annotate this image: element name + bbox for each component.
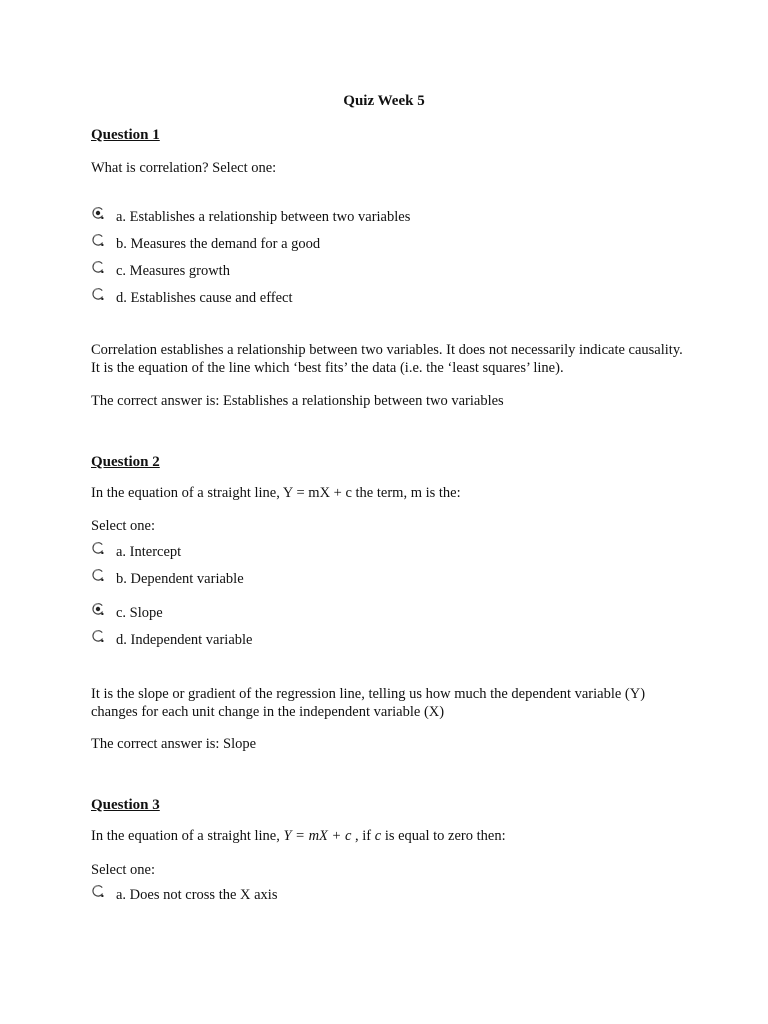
radio-unselected-icon[interactable]: [91, 287, 105, 301]
radio-selected-icon[interactable]: [91, 602, 105, 616]
prompt-text: , if: [351, 828, 375, 844]
prompt-text: is equal to zero then:: [381, 828, 506, 844]
option-label: c. Slope: [116, 605, 163, 621]
question-1-option-d[interactable]: [91, 285, 293, 307]
option-label: a. Establishes a relationship between two variables: [116, 209, 411, 225]
option-label: b. Measures the demand for a good: [116, 236, 321, 252]
question-2-select-one: Select one:: [91, 518, 156, 534]
option-label: a. Does not cross the X axis: [116, 887, 278, 903]
prompt-text: In the equation of a straight line,: [91, 828, 284, 844]
variable: c: [374, 828, 382, 844]
quiz-title: Quiz Week 5: [343, 93, 425, 109]
radio-unselected-icon[interactable]: [91, 568, 105, 582]
radio-selected-icon[interactable]: [91, 206, 105, 220]
question-3-prompt: [91, 828, 506, 845]
radio-unselected-icon[interactable]: [91, 541, 105, 555]
equation: Y = mX + c: [283, 828, 352, 844]
radio-unselected-icon[interactable]: [91, 629, 105, 643]
question-2-option-d[interactable]: [91, 627, 252, 649]
question-1-feedback: Correlation establishes a relationship between two variables. It does not necessarily indicate causality. It is the equation of the line which ‘best fits’ the data (i.e. the ‘least squares’ line).: [91, 342, 683, 376]
question-3-heading: Question 3: [91, 797, 160, 813]
option-label: d. Establishes cause and effect: [116, 290, 293, 306]
question-2-heading: Question 2: [91, 454, 160, 470]
question-2-prompt: In the equation of a straight line, Y = mX + c the term, m is the:: [91, 485, 461, 501]
option-label: d. Independent variable: [116, 632, 253, 648]
question-1-prompt: What is correlation? Select one:: [91, 160, 277, 176]
question-1-option-c[interactable]: [91, 258, 230, 280]
question-3-select-one: Select one:: [91, 862, 156, 878]
question-1-correct-answer: The correct answer is: Establishes a relationship between two variables: [91, 393, 504, 409]
option-label: a. Intercept: [116, 544, 182, 560]
question-1-option-b[interactable]: [91, 231, 320, 253]
radio-unselected-icon[interactable]: [91, 260, 105, 274]
option-label: b. Dependent variable: [116, 571, 244, 587]
question-2-option-a[interactable]: [91, 539, 181, 561]
question-2-option-c[interactable]: [91, 600, 163, 622]
radio-unselected-icon[interactable]: [91, 233, 105, 247]
radio-unselected-icon[interactable]: [91, 884, 105, 898]
question-1-option-a[interactable]: [91, 204, 410, 226]
question-1-heading: Question 1: [91, 127, 160, 143]
question-2-option-b[interactable]: [91, 566, 244, 588]
question-2-correct-answer: The correct answer is: Slope: [91, 736, 257, 752]
question-2-feedback: It is the slope or gradient of the regression line, telling us how much the dependent variable (Y) changes for each unit change in the independent variable (X): [91, 686, 646, 720]
option-label: c. Measures growth: [116, 263, 230, 279]
question-3-option-a[interactable]: [91, 882, 277, 904]
